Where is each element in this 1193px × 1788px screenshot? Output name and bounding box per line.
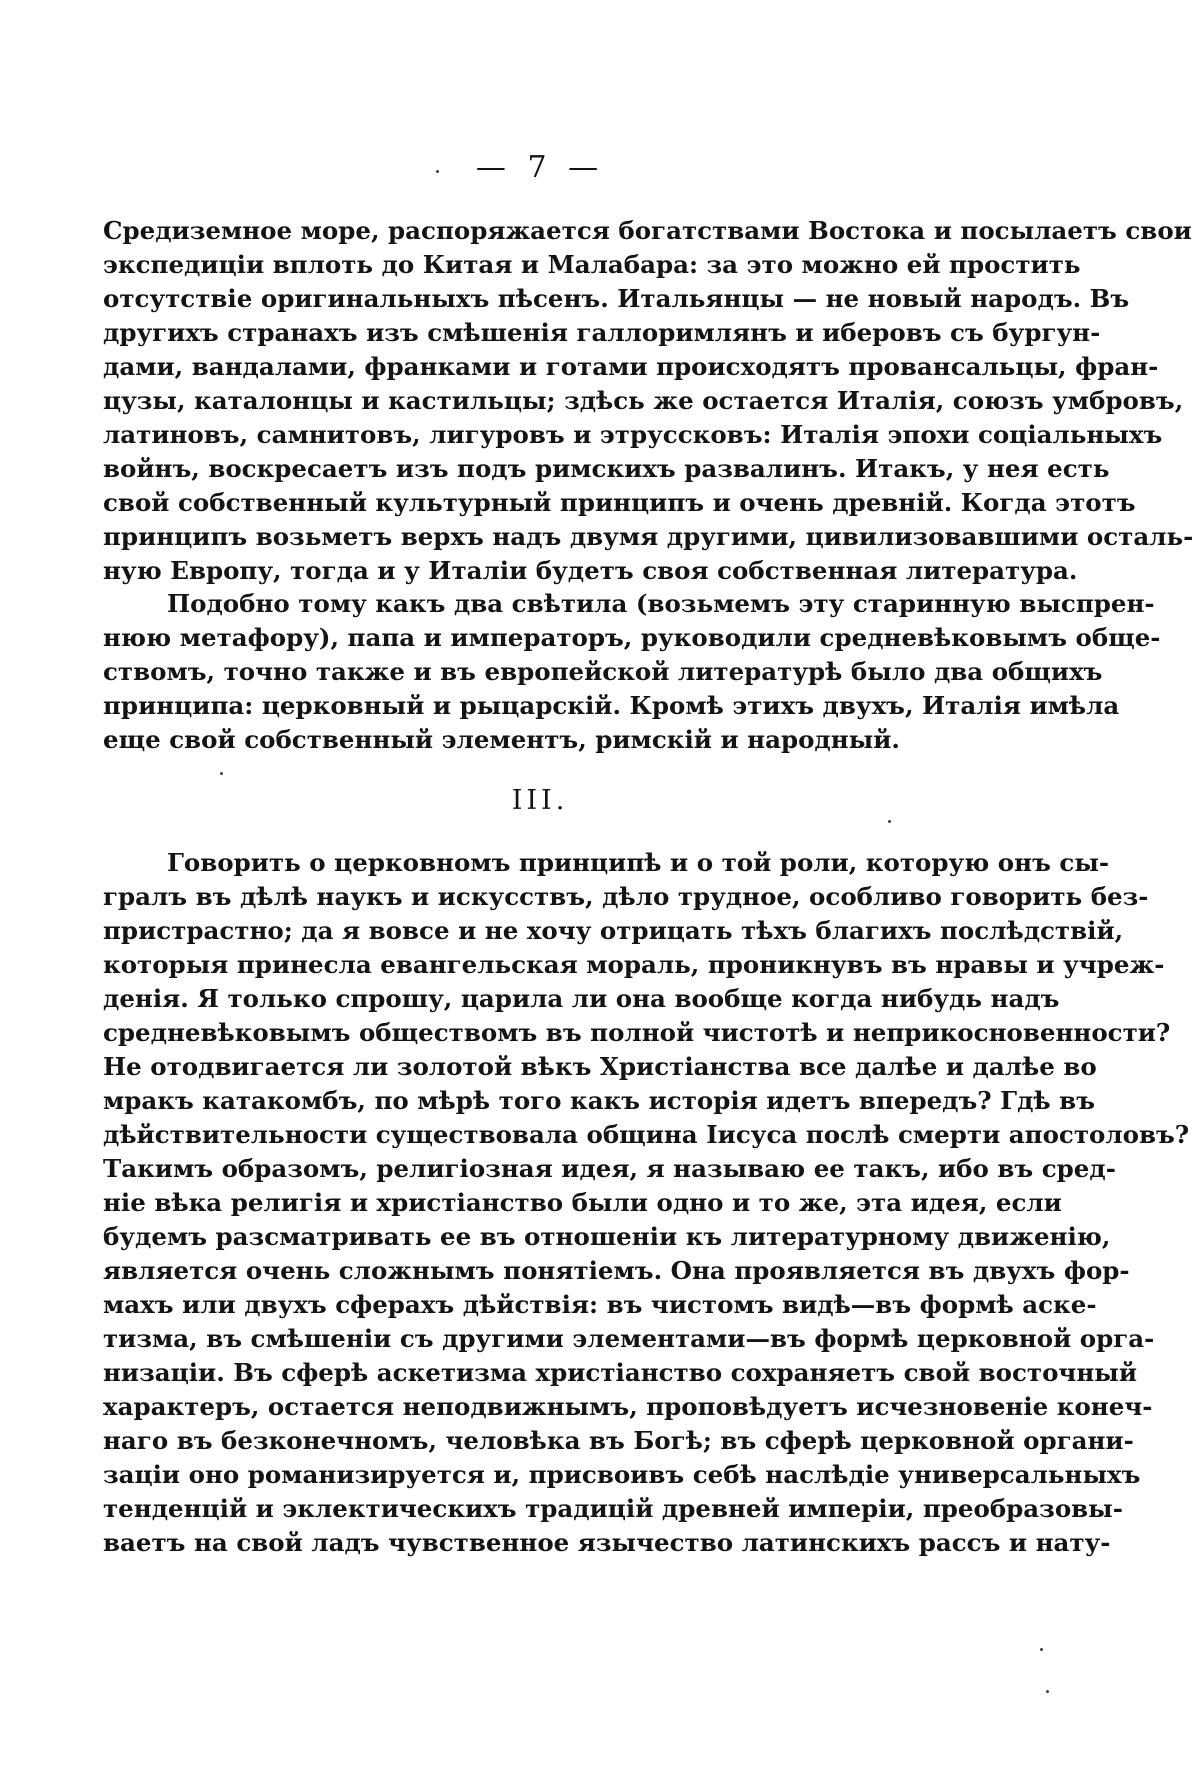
text-line: является очень сложнымъ понятіемъ. Она проявляется въ двухъ фор-: [103, 1256, 1130, 1285]
text-line: цузы, каталонцы и кастильцы; здѣсь же остается Италія, союзъ умбровъ,: [103, 386, 1184, 415]
text-line: отсутствіе оригинальныхъ пѣсенъ. Итальянцы — не новый народъ. Въ: [103, 284, 1130, 313]
text-line: будемъ разсматривать ее въ отношеніи къ литературному движенію,: [103, 1222, 1111, 1251]
text-line: низаціи. Въ сферѣ аскетизма христіанство сохраняетъ свой восточный: [103, 1358, 1138, 1387]
text-line: мракъ катакомбъ, по мѣрѣ того какъ исторія идетъ впередъ? Гдѣ въ: [103, 1086, 1095, 1115]
scan-speck: [1040, 1648, 1043, 1651]
text-line: характеръ, остается неподвижнымъ, проповѣдуетъ исчезновеніе конеч-: [103, 1392, 1153, 1421]
text-line: ную Европу, тогда и у Италіи будетъ своя собственная литература.: [103, 556, 1078, 585]
text-line: средневѣковымъ обществомъ въ полной чистотѣ и неприкосновенности?: [103, 1018, 1171, 1047]
text-line: Говорить о церковномъ принципѣ и о той роли, которую онъ сы-: [167, 848, 1110, 877]
text-line: Не отодвигается ли золотой вѣкъ Христіанства все далѣе и далѣе во: [103, 1052, 1097, 1081]
scan-speck: [888, 820, 891, 823]
text-line: ніе вѣка религія и христіанство были одно и то же, эта идея, если: [103, 1188, 1062, 1217]
text-line: дѣйствительности существовала община Іисуса послѣ смерти апостоловъ?: [103, 1120, 1190, 1149]
paragraph-1: [103, 214, 1193, 588]
text-line: другихъ странахъ изъ смѣшенія галлоримлянъ и иберовъ съ бургун-: [103, 318, 1101, 347]
text-line: гралъ въ дѣлѣ наукъ и искусствъ, дѣло трудное, особливо говорить без-: [103, 882, 1149, 911]
page-number: — 7 —: [475, 150, 605, 185]
section-heading: III.: [511, 785, 569, 816]
text-line: экспедиціи вплоть до Китая и Малабара: за это можно ей простить: [103, 250, 1081, 279]
paragraph-2: [103, 587, 1161, 757]
text-line: Средиземное море, распоряжается богатствами Востока и посылаетъ свои: [103, 216, 1192, 245]
text-line: ствомъ, точно также и въ европейской литературѣ было два общихъ: [103, 657, 1103, 686]
text-line: еще свой собственный элементъ, римскій и народный.: [103, 725, 900, 754]
scan-speck: [220, 772, 223, 775]
text-line: денія. Я только спрошу, царила ли она вообще когда нибудь надъ: [103, 984, 1060, 1013]
text-line: дами, вандалами, франками и готами происходятъ провансальцы, фран-: [103, 352, 1159, 381]
text-line: Такимъ образомъ, религіозная идея, я называю ее такъ, ибо въ сред-: [103, 1154, 1116, 1183]
text-line: принципъ возьметъ верхъ надъ двумя другими, цивилизовавшими осталь-: [103, 522, 1193, 551]
text-line: принципа: церковный и рыцарскій. Кромѣ этихъ двухъ, Италія имѣла: [103, 691, 1120, 720]
text-line: махъ или двухъ сферахъ дѣйствія: въ чистомъ видѣ—въ формѣ аске-: [103, 1290, 1097, 1319]
text-line: пристрастно; да я вовсе и не хочу отрицать тѣхъ благихъ послѣдствій,: [103, 916, 1124, 945]
text-line: латиновъ, самнитовъ, лигуровъ и этруссковъ: Италія эпохи соціальныхъ: [103, 420, 1163, 449]
text-line: которыя принесла евангельская мораль, проникнувъ въ нравы и учреж-: [103, 950, 1165, 979]
scan-speck: [1046, 1690, 1049, 1693]
text-line: нюю метафору), папа и императоръ, руководили средневѣковымъ обще-: [103, 623, 1161, 652]
text-line: ваетъ на свой ладъ чувственное язычество латинскихъ рассъ и нату-: [103, 1528, 1111, 1557]
text-line: войнъ, воскресаетъ изъ подъ римскихъ развалинъ. Итакъ, у нея есть: [103, 454, 1110, 483]
text-line: заціи оно романизируется и, присвоивъ себѣ наслѣдіе универсальныхъ: [103, 1460, 1141, 1489]
text-line: наго въ безконечномъ, человѣка въ Богѣ; въ сферѣ церковной органи-: [103, 1426, 1134, 1455]
text-line: Подобно тому какъ два свѣтила (возьмемъ эту старинную выспрен-: [167, 589, 1155, 618]
paragraph-3: [103, 846, 1190, 1560]
scan-speck: [436, 170, 439, 173]
text-line: тенденцій и эклектическихъ традицій древней имперіи, преобразовы-: [103, 1494, 1123, 1523]
text-line: тизма, въ смѣшеніи съ другими элементами—въ формѣ церковной орга-: [103, 1324, 1155, 1353]
text-line: свой собственный культурный принципъ и очень древній. Когда этотъ: [103, 488, 1136, 517]
